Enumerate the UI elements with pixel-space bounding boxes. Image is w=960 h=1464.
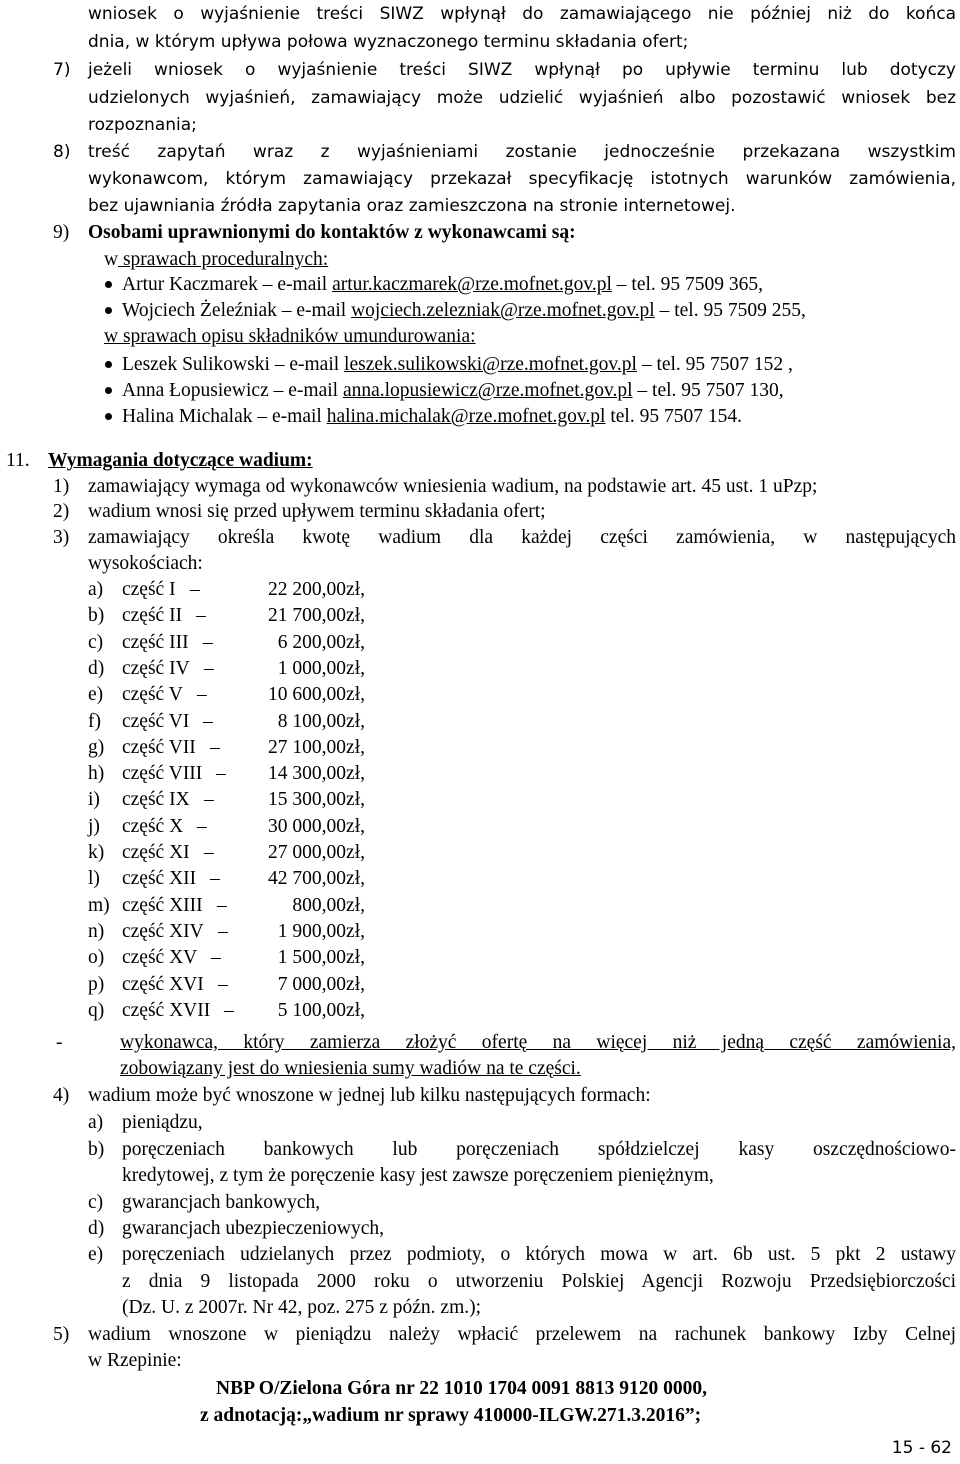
amount-dash: – bbox=[196, 605, 206, 626]
amount-part: część IV bbox=[122, 658, 190, 679]
item-number: 8) bbox=[53, 142, 71, 162]
amount-dash: – bbox=[210, 868, 220, 889]
amount-dash: – bbox=[217, 895, 227, 916]
item-number: 5) bbox=[53, 1324, 70, 1345]
form-letter: a) bbox=[88, 1112, 104, 1133]
amount-value: 1 500,00zł, bbox=[277, 947, 365, 968]
section-number: 11. bbox=[6, 450, 30, 471]
amount-part: część XI bbox=[122, 842, 190, 863]
item-number: 3) bbox=[53, 527, 70, 548]
amount-value: 27 100,00zł, bbox=[268, 737, 365, 758]
amount-dash: – bbox=[190, 579, 200, 600]
email-link[interactable]: leszek.sulikowski@rze.mofnet.gov.pl bbox=[344, 354, 637, 375]
amount-dash: – bbox=[216, 763, 226, 784]
amount-dash: – bbox=[224, 1000, 234, 1021]
email-link[interactable]: halina.michalak@rze.mofnet.gov.pl bbox=[326, 406, 606, 427]
dash: – bbox=[257, 406, 268, 427]
amount-letter: b) bbox=[88, 605, 105, 626]
dash: – bbox=[273, 380, 284, 401]
amount-letter: i) bbox=[88, 789, 100, 810]
paragraph-line: w Rzepinie: bbox=[88, 1350, 182, 1371]
amount-letter: q) bbox=[88, 1000, 105, 1021]
paragraph-line: wniosek o wyjaśnienie treści SIWZ wpłynął do zamawiającego nie później niż do końca bbox=[88, 4, 956, 24]
section-title: Wymagania dotyczące wadium: bbox=[48, 450, 313, 471]
paragraph-line: wykonawcom, którym zamawiający przekazał specyfikację istotnych warunków zamówienia, bbox=[88, 169, 956, 189]
item-number: 7) bbox=[53, 60, 71, 80]
amount-part: część II bbox=[122, 605, 183, 626]
contact-name: Halina Michalak bbox=[122, 406, 253, 427]
contact-name: Leszek Sulikowski bbox=[122, 354, 270, 375]
amount-dash: – bbox=[204, 658, 214, 679]
amount-value: 7 000,00zł, bbox=[277, 974, 365, 995]
item-number: 2) bbox=[53, 501, 70, 522]
email-link[interactable]: wojciech.zelezniak@rze.mofnet.gov.pl bbox=[351, 300, 655, 321]
amount-dash: – bbox=[210, 737, 220, 758]
bullet bbox=[105, 281, 112, 288]
email-label: e-mail bbox=[277, 274, 328, 295]
amount-value: 15 300,00zł, bbox=[268, 789, 365, 810]
amount-dash: – bbox=[204, 842, 214, 863]
bullet bbox=[105, 413, 112, 420]
contact-name: Artur Kaczmarek bbox=[122, 274, 258, 295]
contact-line bbox=[122, 353, 793, 377]
amount-part: część VII bbox=[122, 737, 196, 758]
uniform-subheading: w sprawach opisu składników umundurowania: bbox=[104, 326, 476, 347]
amount-part: część X bbox=[122, 816, 184, 837]
amount-part: część IX bbox=[122, 789, 190, 810]
contact-line bbox=[122, 379, 784, 403]
amount-letter: j) bbox=[88, 816, 100, 837]
amount-value: 8 100,00zł, bbox=[277, 711, 365, 732]
bullet bbox=[105, 361, 112, 368]
form-letter: b) bbox=[88, 1139, 105, 1160]
dash: – bbox=[641, 354, 652, 375]
contact-line bbox=[122, 273, 763, 297]
phone: tel. 95 7507 154. bbox=[610, 406, 742, 427]
amount-part: część I bbox=[122, 579, 176, 600]
paragraph-line: jeżeli wniosek o wyjaśnienie treści SIWZ wpłynął po upływie terminu lub dotyczy bbox=[88, 60, 956, 80]
amount-dash: – bbox=[203, 632, 213, 653]
form-line: poręczeniach bankowych lub poręczeniach spółdzielczej kasy oszczędnościowo- bbox=[122, 1139, 956, 1160]
form-letter: e) bbox=[88, 1244, 104, 1265]
phone: tel. 95 7507 130, bbox=[652, 380, 784, 401]
bullet bbox=[105, 387, 112, 394]
dash: – bbox=[659, 300, 670, 321]
note-line: zobowiązany jest do wniesienia sumy wadiów na te części. bbox=[120, 1058, 581, 1079]
contact-name: Wojciech Żeleźniak bbox=[122, 300, 277, 321]
amount-dash: – bbox=[197, 684, 207, 705]
paragraph-line: zamawiający określa kwotę wadium dla każdej części zamówienia, w następujących bbox=[88, 527, 956, 548]
amount-value: 1 000,00zł, bbox=[277, 658, 365, 679]
amount-part: część XIV bbox=[122, 921, 204, 942]
paragraph-line: treść zapytań wraz z wyjaśnieniami zostanie jednocześnie przekazana wszystkim bbox=[88, 142, 956, 162]
amount-letter: c) bbox=[88, 632, 104, 653]
amount-value: 6 200,00zł, bbox=[277, 632, 365, 653]
paragraph-line: wadium wnoszone w pieniądzu należy wpłacić przelewem na rachunek bankowy Izby Celnej bbox=[88, 1324, 956, 1345]
contact-name: Anna Łopusiewicz bbox=[122, 380, 269, 401]
amount-letter: n) bbox=[88, 921, 105, 942]
item-number: 1) bbox=[53, 476, 70, 497]
bullet bbox=[105, 307, 112, 314]
amount-part: część XII bbox=[122, 868, 197, 889]
amount-value: 21 700,00zł, bbox=[268, 605, 365, 626]
amount-letter: e) bbox=[88, 684, 104, 705]
form-line: kredytowej, z tym że poręczenie kasy jest zawsze poręczeniem pieniężnym, bbox=[122, 1165, 714, 1186]
paragraph-line: dnia, w którym upływa połowa wyznaczonego terminu składania ofert; bbox=[88, 32, 689, 52]
dash: – bbox=[616, 274, 627, 295]
paragraph-line: zamawiający wymaga od wykonawców wniesienia wadium, na podstawie art. 45 ust. 1 uPzp; bbox=[88, 476, 818, 497]
paragraph-line: bez ujawniania źródła zapytania oraz zamieszczona na stronie internetowej. bbox=[88, 196, 736, 216]
phone: tel. 95 7507 152 , bbox=[656, 354, 793, 375]
contact-line bbox=[122, 299, 806, 323]
dash: – bbox=[637, 380, 648, 401]
amount-letter: k) bbox=[88, 842, 105, 863]
paragraph-line: rozpoznania; bbox=[88, 115, 197, 135]
amount-value: 5 100,00zł, bbox=[277, 1000, 365, 1021]
form-line: (Dz. U. z 2007r. Nr 42, poz. 275 z późn. zm.); bbox=[122, 1297, 482, 1318]
amount-dash: – bbox=[211, 947, 221, 968]
paragraph-line: wadium może być wnoszone w jednej lub kilku następujących formach: bbox=[88, 1085, 651, 1106]
amount-value: 42 700,00zł, bbox=[268, 868, 365, 889]
amount-letter: l) bbox=[88, 868, 100, 889]
amount-dash: – bbox=[204, 789, 214, 810]
amount-part: część XVII bbox=[122, 1000, 211, 1021]
form-line: poręczeniach udzielanych przez podmioty, o których mowa w art. 6b ust. 5 pkt 2 ustawy bbox=[122, 1244, 956, 1265]
amount-letter: g) bbox=[88, 737, 105, 758]
procedural-subheading: w sprawach proceduralnych: bbox=[104, 249, 329, 270]
amount-part: część III bbox=[122, 632, 189, 653]
amount-letter: a) bbox=[88, 579, 104, 600]
amount-letter: h) bbox=[88, 763, 105, 784]
item-number: 4) bbox=[53, 1085, 70, 1106]
amount-part: część VIII bbox=[122, 763, 203, 784]
email-label: e-mail bbox=[272, 406, 322, 427]
email-label: e-mail bbox=[296, 300, 347, 321]
amount-part: część XIII bbox=[122, 895, 203, 916]
form-letter: c) bbox=[88, 1192, 104, 1213]
amount-value: 10 600,00zł, bbox=[268, 684, 365, 705]
bank-account: NBP O/Zielona Góra nr 22 1010 1704 0091 8813 9120 0000, bbox=[216, 1378, 707, 1399]
form-letter: d) bbox=[88, 1218, 105, 1239]
amount-dash: – bbox=[203, 711, 213, 732]
amount-part: część VI bbox=[122, 711, 190, 732]
amount-dash: – bbox=[218, 974, 228, 995]
dash: – bbox=[262, 274, 273, 295]
paragraph-line: wadium wnosi się przed upływem terminu składania ofert; bbox=[88, 501, 546, 522]
amount-letter: o) bbox=[88, 947, 105, 968]
form-line: pieniądzu, bbox=[122, 1112, 203, 1133]
amount-value: 30 000,00zł, bbox=[268, 816, 365, 837]
phone: tel. 95 7509 255, bbox=[674, 300, 806, 321]
amount-value: 22 200,00zł, bbox=[268, 579, 365, 600]
note-dash: - bbox=[56, 1032, 63, 1053]
email-label: e-mail bbox=[288, 380, 339, 401]
amount-part: część V bbox=[122, 684, 183, 705]
amount-value: 14 300,00zł, bbox=[268, 763, 365, 784]
amount-dash: – bbox=[218, 921, 228, 942]
dash: – bbox=[274, 354, 285, 375]
amount-dash: – bbox=[197, 816, 207, 837]
amount-value: 27 000,00zł, bbox=[268, 842, 365, 863]
contact-line bbox=[122, 405, 742, 429]
amount-value: 800,00zł, bbox=[292, 895, 365, 916]
amount-letter: f) bbox=[88, 711, 101, 732]
form-line: z dnia 9 listopada 2000 roku o utworzeniu Polskiej Agencji Rozwoju Przedsiębiorczości bbox=[122, 1271, 956, 1292]
dash: – bbox=[281, 300, 292, 321]
form-line: gwarancjach ubezpieczeniowych, bbox=[122, 1218, 385, 1239]
amount-part: część XV bbox=[122, 947, 198, 968]
paragraph-line: wysokościach: bbox=[88, 553, 203, 574]
page-number: 15 - 62 bbox=[891, 1438, 952, 1458]
form-line: gwarancjach bankowych, bbox=[122, 1192, 321, 1213]
amount-letter: p) bbox=[88, 974, 105, 995]
item-number: 9) bbox=[53, 222, 70, 243]
paragraph-line: udzielonych wyjaśnień, zamawiający może udzielić wyjaśnień albo pozostawić wniosek bez bbox=[88, 88, 956, 108]
amount-letter: d) bbox=[88, 658, 105, 679]
amount-letter: m) bbox=[88, 895, 110, 916]
amount-part: część XVI bbox=[122, 974, 204, 995]
email-label: e-mail bbox=[289, 354, 340, 375]
bank-annotation: z adnotacją:„wadium nr sprawy 410000-ILGW.271.3.2016”; bbox=[200, 1405, 702, 1426]
email-link[interactable]: anna.lopusiewicz@rze.mofnet.gov.pl bbox=[342, 380, 633, 401]
amount-value: 1 900,00zł, bbox=[277, 921, 365, 942]
contacts-heading: Osobami uprawnionymi do kontaktów z wykonawcami są: bbox=[88, 222, 576, 243]
phone: tel. 95 7509 365, bbox=[631, 274, 764, 295]
note-line: wykonawca, który zamierza złożyć ofertę na więcej niż jedną część zamówienia, bbox=[120, 1032, 956, 1053]
email-link[interactable]: artur.kaczmarek@rze.mofnet.gov.pl bbox=[332, 274, 612, 295]
